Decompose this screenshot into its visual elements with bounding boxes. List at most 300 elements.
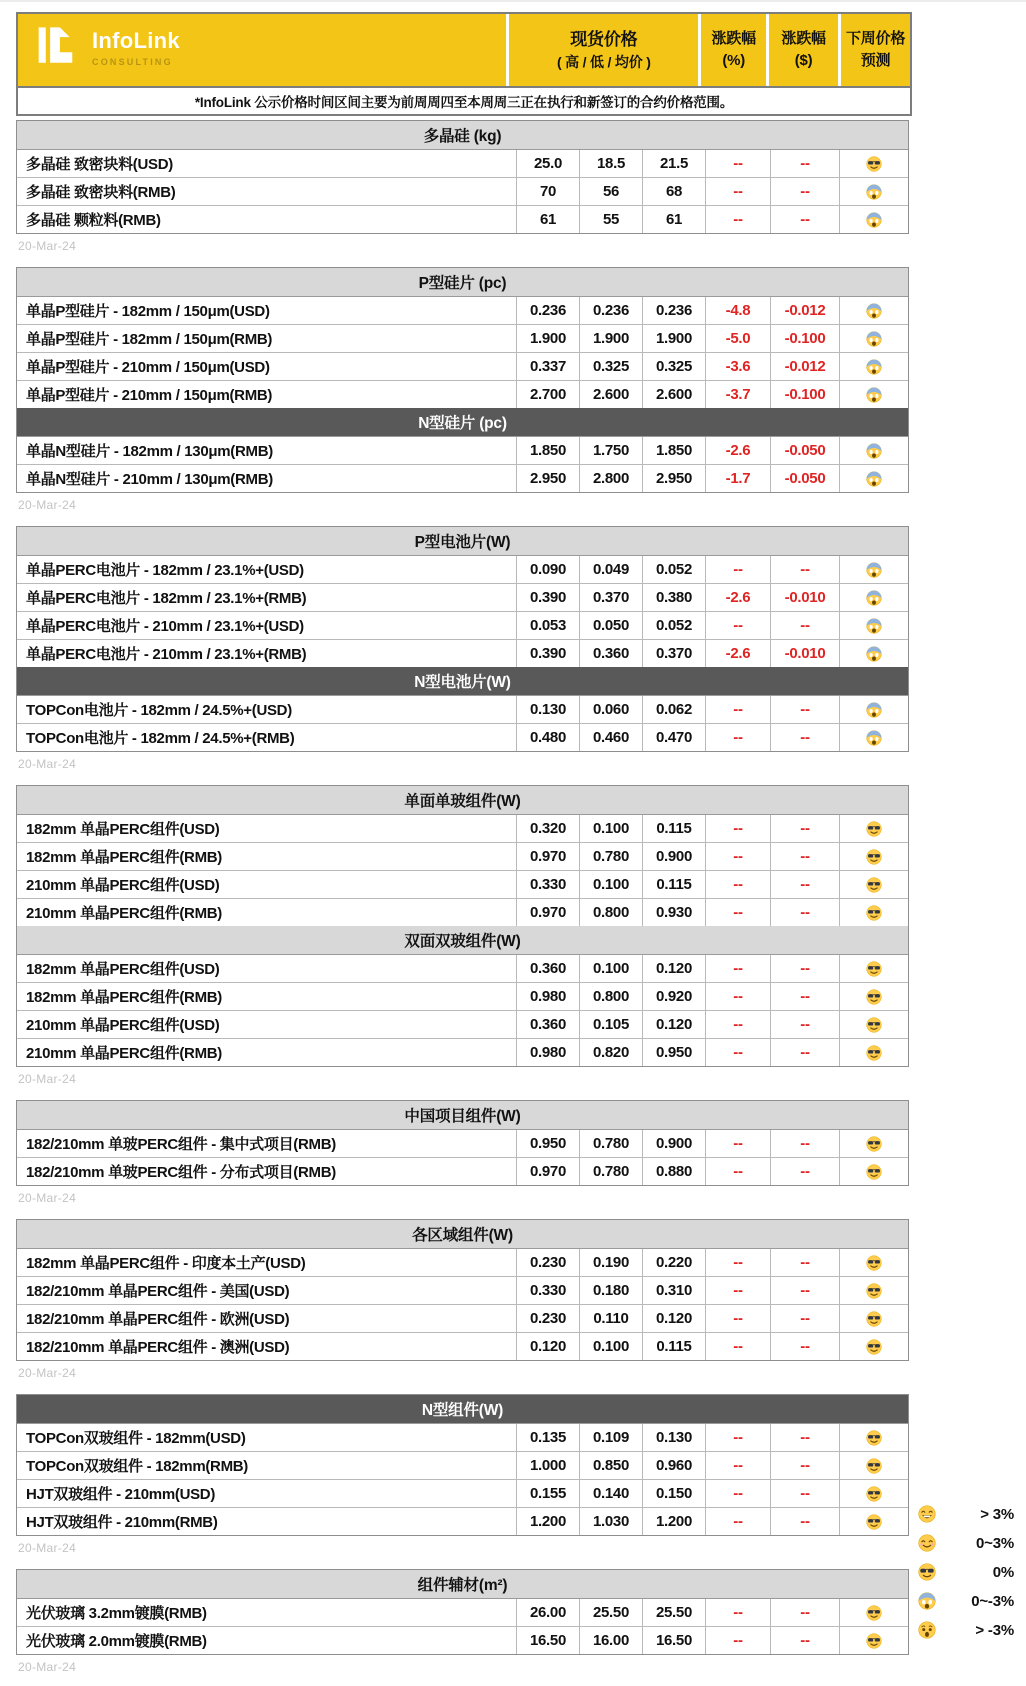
price-row bbox=[17, 1129, 908, 1157]
price-high: 0.130 bbox=[516, 696, 579, 723]
price-row bbox=[17, 1038, 908, 1066]
price-report-page bbox=[0, 2, 1026, 1674]
change-usd: -- bbox=[770, 696, 839, 723]
column-header-change-usd: 涨跌幅 ($) bbox=[766, 14, 838, 86]
spot-price-title: 现货价格 bbox=[570, 29, 638, 49]
price-row bbox=[17, 324, 908, 352]
change-percent: -- bbox=[705, 1508, 770, 1535]
change-usd: -0.010 bbox=[770, 640, 839, 667]
product-name: 单晶PERC电池片 - 182mm / 23.1%+(USD) bbox=[26, 562, 304, 579]
price-row bbox=[17, 177, 908, 205]
change-usd: -- bbox=[770, 955, 839, 982]
change-usd: -- bbox=[770, 871, 839, 898]
brand-subtitle: CONSULTING bbox=[92, 57, 173, 68]
price-high: 2.700 bbox=[516, 381, 579, 408]
change-usd: -- bbox=[770, 1130, 839, 1157]
price-avg: 0.120 bbox=[642, 1305, 705, 1332]
grin-emoji-icon bbox=[918, 1505, 936, 1523]
price-avg: 0.325 bbox=[642, 353, 705, 380]
product-name: 182mm 单晶PERC组件(RMB) bbox=[26, 989, 222, 1006]
change-usd: -- bbox=[770, 1305, 839, 1332]
product-name: 单晶P型硅片 - 210mm / 150μm(USD) bbox=[26, 359, 270, 376]
change-usd: -- bbox=[770, 1599, 839, 1626]
price-low: 2.800 bbox=[579, 465, 642, 492]
change-percent: -- bbox=[705, 1158, 770, 1185]
change-usd: -- bbox=[770, 1627, 839, 1654]
change-usd: -- bbox=[770, 1508, 839, 1535]
price-row bbox=[17, 982, 908, 1010]
price-row bbox=[17, 898, 908, 926]
legend-label: 0~-3% bbox=[971, 1593, 1014, 1610]
brand-logo bbox=[18, 14, 506, 86]
price-high: 1.900 bbox=[516, 325, 579, 352]
scream-emoji-icon bbox=[839, 381, 908, 408]
report-header-row bbox=[18, 14, 910, 86]
sunglasses-emoji-icon bbox=[839, 1011, 908, 1038]
product-name: TOPCon双玻组件 - 182mm(USD) bbox=[26, 1430, 246, 1447]
sunglasses-emoji-icon bbox=[839, 1424, 908, 1451]
section-header: P型电池片(W) bbox=[17, 527, 908, 555]
price-low: 56 bbox=[579, 178, 642, 205]
scream-emoji-icon bbox=[839, 465, 908, 492]
price-low: 16.00 bbox=[579, 1627, 642, 1654]
price-low: 0.100 bbox=[579, 1333, 642, 1360]
product-name: TOPCon电池片 - 182mm / 24.5%+(USD) bbox=[26, 702, 292, 719]
date-stamp: 20-Mar-24 bbox=[18, 1191, 77, 1205]
price-low: 0.780 bbox=[579, 843, 642, 870]
date-stamp: 20-Mar-24 bbox=[18, 498, 77, 512]
price-block bbox=[16, 785, 909, 1067]
change-percent: -- bbox=[705, 178, 770, 205]
price-low: 0.060 bbox=[579, 696, 642, 723]
legend-label: 0% bbox=[992, 1564, 1014, 1581]
report-masthead bbox=[16, 12, 912, 116]
section-header: 各区域组件(W) bbox=[17, 1220, 908, 1248]
change-usd: -- bbox=[770, 150, 839, 177]
price-row bbox=[17, 149, 908, 177]
price-high: 0.230 bbox=[516, 1249, 579, 1276]
price-avg: 0.880 bbox=[642, 1158, 705, 1185]
change-usd: -- bbox=[770, 1011, 839, 1038]
change-percent: -- bbox=[705, 955, 770, 982]
price-high: 26.00 bbox=[516, 1599, 579, 1626]
section-header: 单面单玻组件(W) bbox=[17, 786, 908, 814]
scream-emoji-icon bbox=[839, 724, 908, 751]
product-name: TOPCon双玻组件 - 182mm(RMB) bbox=[26, 1458, 249, 1475]
price-low: 0.850 bbox=[579, 1452, 642, 1479]
sunglasses-emoji-icon bbox=[839, 899, 908, 926]
forecast-legend bbox=[918, 1500, 1014, 1645]
price-row bbox=[17, 1451, 908, 1479]
legend-label: 0~3% bbox=[976, 1535, 1014, 1552]
price-row bbox=[17, 1479, 908, 1507]
sunglasses-emoji-icon bbox=[839, 983, 908, 1010]
section-header: 组件辅材(m²) bbox=[17, 1570, 908, 1598]
price-low: 0.800 bbox=[579, 983, 642, 1010]
price-high: 0.360 bbox=[516, 955, 579, 982]
price-row bbox=[17, 723, 908, 751]
brand-name: InfoLink bbox=[92, 28, 180, 54]
sunglasses-emoji-icon bbox=[839, 1158, 908, 1185]
change-usd: -- bbox=[770, 612, 839, 639]
price-row bbox=[17, 1157, 908, 1185]
change-percent: -- bbox=[705, 815, 770, 842]
date-stamp: 20-Mar-24 bbox=[18, 1660, 77, 1674]
price-high: 25.0 bbox=[516, 150, 579, 177]
price-row bbox=[17, 954, 908, 982]
change-percent: -4.8 bbox=[705, 297, 770, 324]
date-stamp: 20-Mar-24 bbox=[18, 1541, 77, 1555]
price-high: 0.155 bbox=[516, 1480, 579, 1507]
pricing-period-note: *InfoLink 公示价格时间区间主要为前周周四至本周周三正在执行和新签订的合约价格范围。 bbox=[18, 86, 910, 114]
change-percent: -- bbox=[705, 1599, 770, 1626]
price-low: 0.049 bbox=[579, 556, 642, 583]
sunglasses-emoji-icon bbox=[839, 843, 908, 870]
price-high: 1.850 bbox=[516, 437, 579, 464]
change-percent: -- bbox=[705, 724, 770, 751]
price-high: 0.980 bbox=[516, 983, 579, 1010]
price-low: 0.460 bbox=[579, 724, 642, 751]
price-high: 0.480 bbox=[516, 724, 579, 751]
price-row bbox=[17, 695, 908, 723]
section-header: 多晶硅 (kg) bbox=[17, 121, 908, 149]
change-usd: -0.100 bbox=[770, 325, 839, 352]
sunglasses-emoji-icon bbox=[839, 871, 908, 898]
change-usd: -- bbox=[770, 1333, 839, 1360]
price-low: 0.800 bbox=[579, 899, 642, 926]
product-name: HJT双玻组件 - 210mm(RMB) bbox=[26, 1514, 218, 1531]
product-name: 210mm 单晶PERC组件(RMB) bbox=[26, 905, 222, 922]
sunglasses-emoji-icon bbox=[918, 1563, 936, 1581]
infolink-logo-icon bbox=[36, 23, 82, 76]
price-high: 1.200 bbox=[516, 1508, 579, 1535]
price-high: 61 bbox=[516, 206, 579, 233]
change-percent: -- bbox=[705, 1452, 770, 1479]
change-usd: -- bbox=[770, 843, 839, 870]
sunglasses-emoji-icon bbox=[839, 815, 908, 842]
price-avg: 0.960 bbox=[642, 1452, 705, 1479]
change-percent: -- bbox=[705, 1333, 770, 1360]
change-usd: -- bbox=[770, 1158, 839, 1185]
price-row bbox=[17, 296, 908, 324]
sunglasses-emoji-icon bbox=[839, 1333, 908, 1360]
column-header-spot-price bbox=[506, 14, 698, 86]
sunglasses-emoji-icon bbox=[839, 1130, 908, 1157]
product-name: 多晶硅 致密块料(RMB) bbox=[26, 184, 176, 201]
price-row bbox=[17, 870, 908, 898]
product-name: 182/210mm 单玻PERC组件 - 集中式项目(RMB) bbox=[26, 1136, 336, 1153]
column-header-forecast: 下周价格 预测 bbox=[838, 14, 910, 86]
price-avg: 0.120 bbox=[642, 955, 705, 982]
price-low: 0.780 bbox=[579, 1158, 642, 1185]
spot-price-subtitle: ( 高 / 低 / 均价 ) bbox=[557, 54, 651, 71]
price-row bbox=[17, 611, 908, 639]
price-low: 0.100 bbox=[579, 815, 642, 842]
price-avg: 2.950 bbox=[642, 465, 705, 492]
product-name: 光伏玻璃 3.2mm镀膜(RMB) bbox=[26, 1605, 207, 1622]
price-row bbox=[17, 464, 908, 492]
change-percent: -2.6 bbox=[705, 640, 770, 667]
product-name: 182/210mm 单晶PERC组件 - 美国(USD) bbox=[26, 1283, 290, 1300]
product-name: TOPCon电池片 - 182mm / 24.5%+(RMB) bbox=[26, 730, 295, 747]
price-high: 0.970 bbox=[516, 899, 579, 926]
price-avg: 0.130 bbox=[642, 1424, 705, 1451]
smile-emoji-icon bbox=[918, 1534, 936, 1552]
change-usd: -0.100 bbox=[770, 381, 839, 408]
price-high: 0.330 bbox=[516, 1277, 579, 1304]
shock-emoji-icon bbox=[918, 1621, 936, 1639]
sunglasses-emoji-icon bbox=[839, 1599, 908, 1626]
sunglasses-emoji-icon bbox=[839, 150, 908, 177]
price-avg: 0.930 bbox=[642, 899, 705, 926]
price-low: 0.105 bbox=[579, 1011, 642, 1038]
product-name: 210mm 单晶PERC组件(RMB) bbox=[26, 1045, 222, 1062]
change-usd: -- bbox=[770, 1249, 839, 1276]
price-low: 0.140 bbox=[579, 1480, 642, 1507]
section-header: N型组件(W) bbox=[17, 1395, 908, 1423]
product-name: 单晶N型硅片 - 182mm / 130μm(RMB) bbox=[26, 443, 273, 460]
price-high: 0.360 bbox=[516, 1011, 579, 1038]
price-avg: 68 bbox=[642, 178, 705, 205]
price-avg: 21.5 bbox=[642, 150, 705, 177]
sunglasses-emoji-icon bbox=[839, 1508, 908, 1535]
legend-label: > 3% bbox=[980, 1506, 1014, 1523]
price-high: 0.390 bbox=[516, 584, 579, 611]
change-percent: -- bbox=[705, 1277, 770, 1304]
price-low: 0.360 bbox=[579, 640, 642, 667]
price-high: 0.950 bbox=[516, 1130, 579, 1157]
product-name: 单晶P型硅片 - 182mm / 150μm(USD) bbox=[26, 303, 270, 320]
price-high: 70 bbox=[516, 178, 579, 205]
change-percent: -- bbox=[705, 1130, 770, 1157]
change-usd: -- bbox=[770, 1424, 839, 1451]
change-percent: -- bbox=[705, 612, 770, 639]
change-usd: -- bbox=[770, 556, 839, 583]
product-name: 182/210mm 单晶PERC组件 - 欧洲(USD) bbox=[26, 1311, 290, 1328]
price-low: 0.190 bbox=[579, 1249, 642, 1276]
sunglasses-emoji-icon bbox=[839, 1249, 908, 1276]
price-high: 0.090 bbox=[516, 556, 579, 583]
change-percent: -- bbox=[705, 556, 770, 583]
price-row bbox=[17, 1507, 908, 1535]
change-usd: -- bbox=[770, 1277, 839, 1304]
price-avg: 0.115 bbox=[642, 871, 705, 898]
price-high: 0.053 bbox=[516, 612, 579, 639]
product-name: 182mm 单晶PERC组件(USD) bbox=[26, 821, 220, 838]
change-percent: -- bbox=[705, 1011, 770, 1038]
price-row bbox=[17, 555, 908, 583]
section-header: 中国项目组件(W) bbox=[17, 1101, 908, 1129]
price-avg: 0.115 bbox=[642, 1333, 705, 1360]
section-header: N型电池片(W) bbox=[17, 667, 908, 695]
section-header: N型硅片 (pc) bbox=[17, 408, 908, 436]
price-avg: 0.052 bbox=[642, 612, 705, 639]
product-name: 多晶硅 颗粒料(RMB) bbox=[26, 212, 161, 229]
product-name: 单晶PERC电池片 - 210mm / 23.1%+(RMB) bbox=[26, 646, 307, 663]
date-stamp: 20-Mar-24 bbox=[18, 239, 77, 253]
product-name: 182/210mm 单晶PERC组件 - 澳洲(USD) bbox=[26, 1339, 290, 1356]
price-low: 2.600 bbox=[579, 381, 642, 408]
price-block bbox=[16, 526, 909, 752]
price-avg: 16.50 bbox=[642, 1627, 705, 1654]
change-percent: -3.7 bbox=[705, 381, 770, 408]
price-high: 0.330 bbox=[516, 871, 579, 898]
price-avg: 0.380 bbox=[642, 584, 705, 611]
price-row bbox=[17, 436, 908, 464]
product-name: 182mm 单晶PERC组件(RMB) bbox=[26, 849, 222, 866]
price-block bbox=[16, 1394, 909, 1536]
price-block bbox=[16, 1100, 909, 1186]
scream-emoji-icon bbox=[839, 584, 908, 611]
product-name: 210mm 单晶PERC组件(USD) bbox=[26, 1017, 220, 1034]
scream-emoji-icon bbox=[839, 325, 908, 352]
price-avg: 0.370 bbox=[642, 640, 705, 667]
price-row bbox=[17, 1010, 908, 1038]
date-stamp: 20-Mar-24 bbox=[18, 1366, 77, 1380]
price-avg: 1.850 bbox=[642, 437, 705, 464]
product-name: HJT双玻组件 - 210mm(USD) bbox=[26, 1486, 216, 1503]
price-high: 0.120 bbox=[516, 1333, 579, 1360]
scream-emoji-icon bbox=[839, 612, 908, 639]
change-percent: -- bbox=[705, 1249, 770, 1276]
column-header-change-percent: 涨跌幅 (%) bbox=[698, 14, 766, 86]
price-high: 0.980 bbox=[516, 1039, 579, 1066]
price-avg: 0.052 bbox=[642, 556, 705, 583]
change-percent: -- bbox=[705, 899, 770, 926]
price-row bbox=[17, 1423, 908, 1451]
legend-item bbox=[918, 1558, 1014, 1587]
sunglasses-emoji-icon bbox=[839, 955, 908, 982]
price-row bbox=[17, 1248, 908, 1276]
scream-emoji-icon bbox=[839, 696, 908, 723]
price-block bbox=[16, 267, 909, 493]
product-name: 单晶PERC电池片 - 182mm / 23.1%+(RMB) bbox=[26, 590, 307, 607]
change-percent: -5.0 bbox=[705, 325, 770, 352]
price-avg: 0.220 bbox=[642, 1249, 705, 1276]
price-low: 1.030 bbox=[579, 1508, 642, 1535]
price-report bbox=[16, 12, 912, 1674]
change-percent: -- bbox=[705, 1424, 770, 1451]
price-high: 0.390 bbox=[516, 640, 579, 667]
price-low: 0.100 bbox=[579, 955, 642, 982]
change-percent: -- bbox=[705, 983, 770, 1010]
price-low: 0.050 bbox=[579, 612, 642, 639]
scream-emoji-icon bbox=[918, 1592, 936, 1610]
price-row bbox=[17, 1598, 908, 1626]
price-avg: 0.120 bbox=[642, 1011, 705, 1038]
price-low: 0.180 bbox=[579, 1277, 642, 1304]
price-avg: 0.150 bbox=[642, 1480, 705, 1507]
sunglasses-emoji-icon bbox=[839, 1480, 908, 1507]
sunglasses-emoji-icon bbox=[839, 1277, 908, 1304]
price-avg: 1.900 bbox=[642, 325, 705, 352]
price-avg: 0.950 bbox=[642, 1039, 705, 1066]
price-row bbox=[17, 583, 908, 611]
change-percent: -- bbox=[705, 1305, 770, 1332]
product-name: 光伏玻璃 2.0mm镀膜(RMB) bbox=[26, 1633, 207, 1650]
scream-emoji-icon bbox=[839, 437, 908, 464]
change-percent: -1.7 bbox=[705, 465, 770, 492]
price-row bbox=[17, 380, 908, 408]
legend-item bbox=[918, 1529, 1014, 1558]
change-usd: -- bbox=[770, 1039, 839, 1066]
scream-emoji-icon bbox=[839, 297, 908, 324]
price-block bbox=[16, 1569, 909, 1655]
price-low: 18.5 bbox=[579, 150, 642, 177]
product-name: 单晶P型硅片 - 182mm / 150μm(RMB) bbox=[26, 331, 273, 348]
price-avg: 0.236 bbox=[642, 297, 705, 324]
scream-emoji-icon bbox=[839, 178, 908, 205]
price-row bbox=[17, 205, 908, 233]
product-name: 182mm 单晶PERC组件(USD) bbox=[26, 961, 220, 978]
product-name: 单晶P型硅片 - 210mm / 150μm(RMB) bbox=[26, 387, 273, 404]
product-name: 多晶硅 致密块料(USD) bbox=[26, 156, 173, 173]
date-stamp: 20-Mar-24 bbox=[18, 757, 77, 771]
price-avg: 0.470 bbox=[642, 724, 705, 751]
legend-item bbox=[918, 1616, 1014, 1645]
change-usd: -0.010 bbox=[770, 584, 839, 611]
change-usd: -- bbox=[770, 983, 839, 1010]
price-block bbox=[16, 1219, 909, 1361]
price-sections bbox=[16, 120, 912, 1674]
price-low: 0.325 bbox=[579, 353, 642, 380]
change-percent: -2.6 bbox=[705, 437, 770, 464]
section-header: 双面双玻组件(W) bbox=[17, 926, 908, 954]
price-high: 1.000 bbox=[516, 1452, 579, 1479]
change-percent: -- bbox=[705, 1039, 770, 1066]
price-avg: 0.115 bbox=[642, 815, 705, 842]
change-usd: -0.050 bbox=[770, 437, 839, 464]
price-low: 0.820 bbox=[579, 1039, 642, 1066]
change-percent: -- bbox=[705, 1480, 770, 1507]
price-low: 25.50 bbox=[579, 1599, 642, 1626]
price-low: 0.109 bbox=[579, 1424, 642, 1451]
change-percent: -- bbox=[705, 843, 770, 870]
price-row bbox=[17, 352, 908, 380]
price-row bbox=[17, 842, 908, 870]
price-avg: 0.062 bbox=[642, 696, 705, 723]
price-high: 0.337 bbox=[516, 353, 579, 380]
sunglasses-emoji-icon bbox=[839, 1627, 908, 1654]
price-avg: 1.200 bbox=[642, 1508, 705, 1535]
price-avg: 0.900 bbox=[642, 1130, 705, 1157]
change-usd: -- bbox=[770, 815, 839, 842]
change-usd: -- bbox=[770, 206, 839, 233]
price-row bbox=[17, 639, 908, 667]
price-high: 0.970 bbox=[516, 843, 579, 870]
change-usd: -- bbox=[770, 899, 839, 926]
price-avg: 2.600 bbox=[642, 381, 705, 408]
change-percent: -- bbox=[705, 150, 770, 177]
sunglasses-emoji-icon bbox=[839, 1039, 908, 1066]
price-low: 55 bbox=[579, 206, 642, 233]
price-high: 0.236 bbox=[516, 297, 579, 324]
price-avg: 0.310 bbox=[642, 1277, 705, 1304]
legend-item bbox=[918, 1587, 1014, 1616]
change-usd: -- bbox=[770, 1480, 839, 1507]
price-row bbox=[17, 814, 908, 842]
price-low: 1.900 bbox=[579, 325, 642, 352]
scream-emoji-icon bbox=[839, 206, 908, 233]
price-row bbox=[17, 1304, 908, 1332]
price-high: 0.230 bbox=[516, 1305, 579, 1332]
price-high: 0.135 bbox=[516, 1424, 579, 1451]
price-block bbox=[16, 120, 909, 234]
legend-item bbox=[918, 1500, 1014, 1529]
legend-label: > -3% bbox=[975, 1622, 1014, 1639]
price-avg: 0.900 bbox=[642, 843, 705, 870]
price-low: 1.750 bbox=[579, 437, 642, 464]
